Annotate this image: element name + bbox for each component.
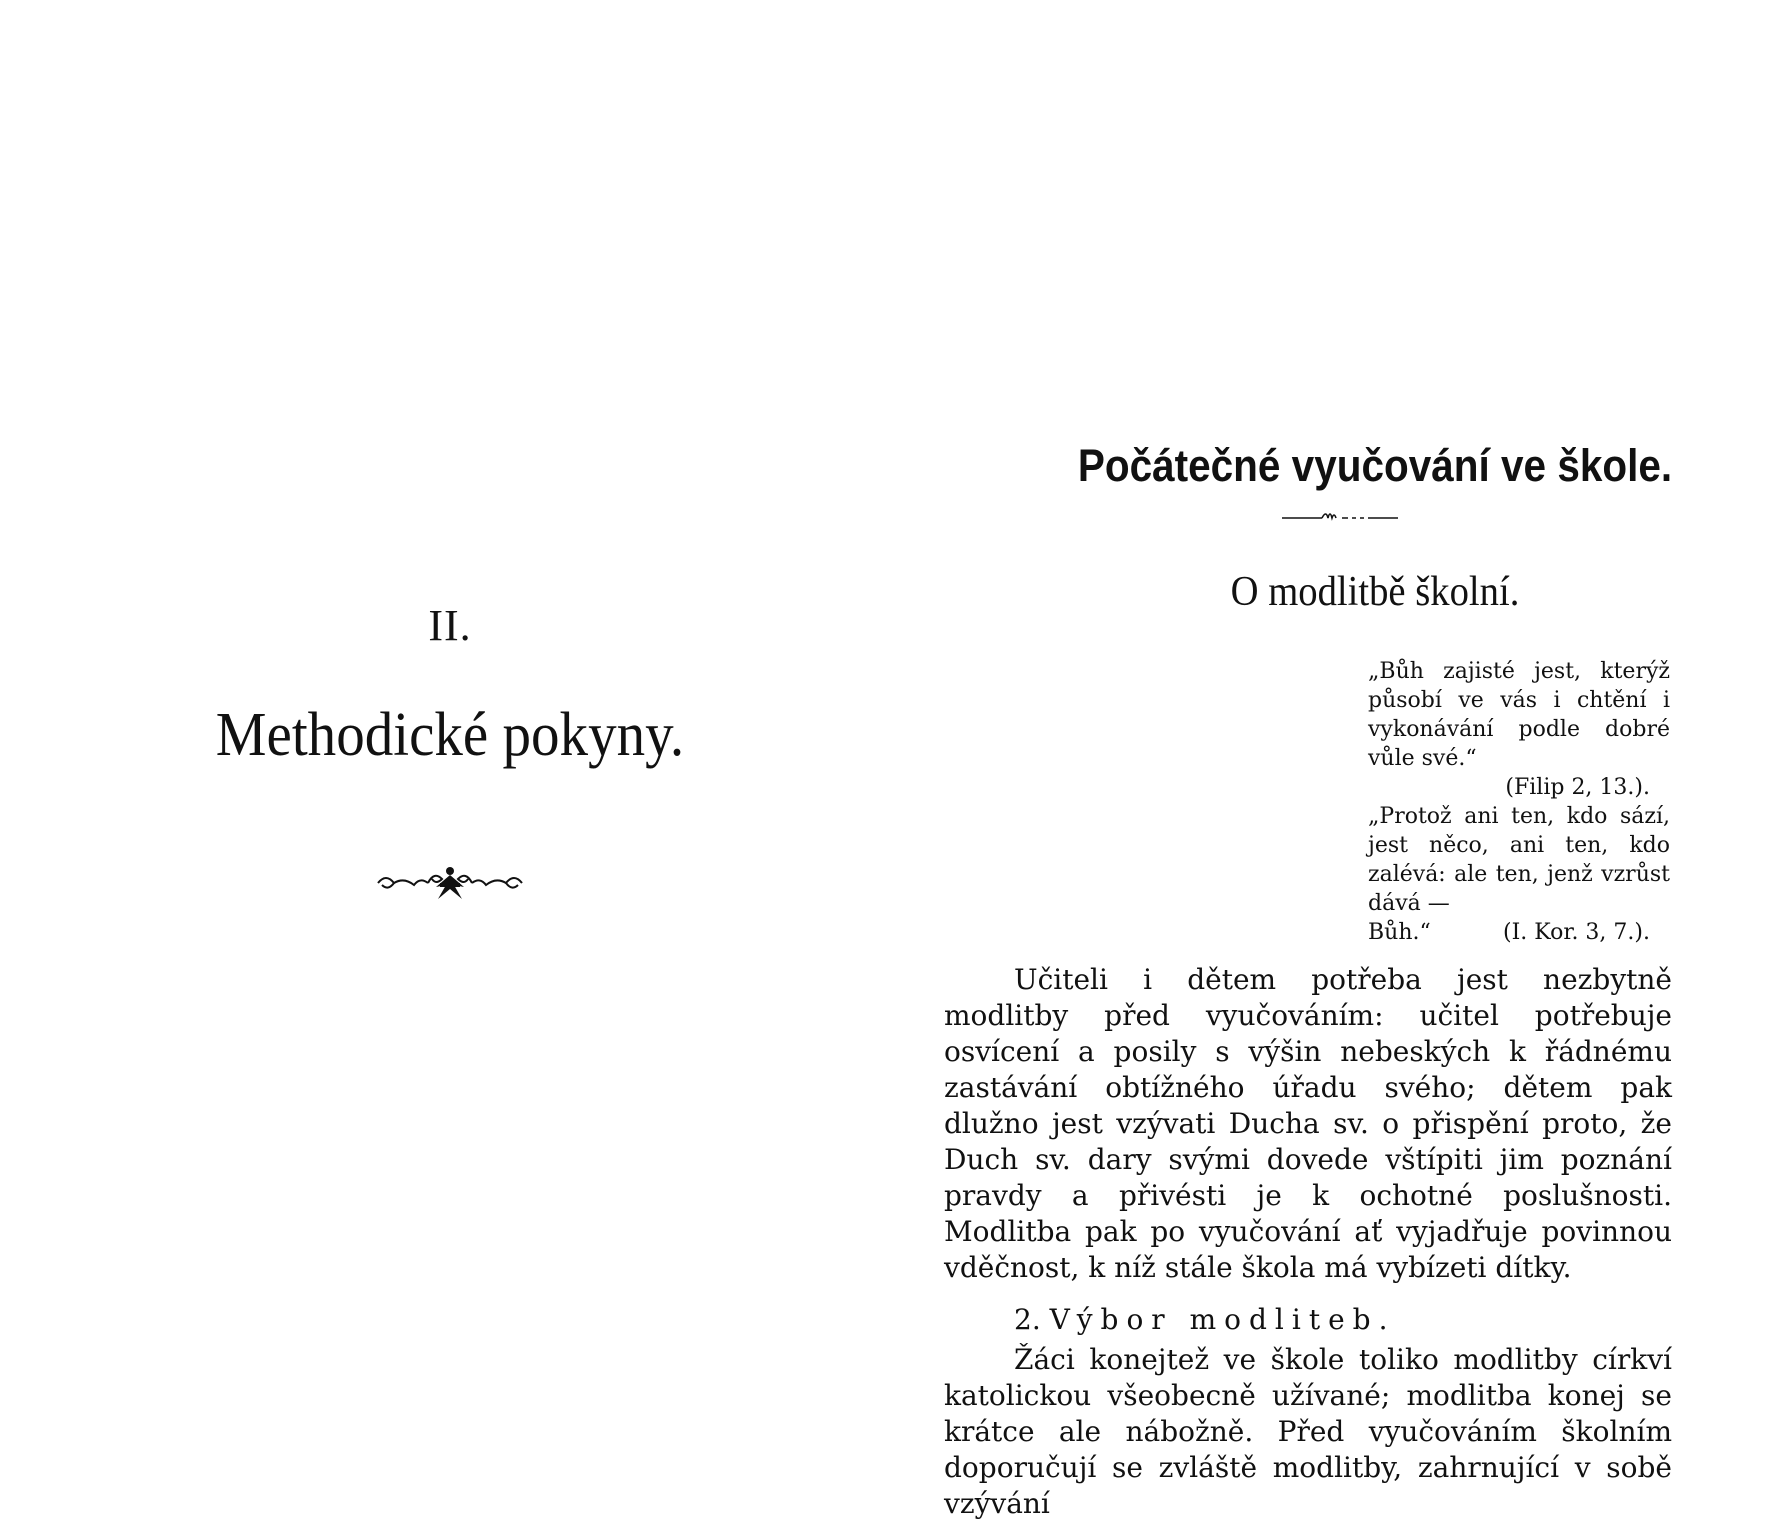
- chapter-heading: Počátečné vyučování ve škole.: [1077, 440, 1673, 491]
- section-title: Výbor modliteb.: [1049, 1303, 1396, 1336]
- decorative-ornament-icon: [370, 855, 530, 915]
- epigraph-2: [1368, 802, 1670, 947]
- epigraph-2-reference: (I. Kor. 3, 7.).: [1503, 920, 1650, 945]
- epigraph-2-last-word: Bůh.“: [1368, 920, 1431, 945]
- section-heading-2: [1014, 1302, 1395, 1338]
- section-number: 2.: [1014, 1303, 1041, 1336]
- right-page: [900, 0, 1790, 1520]
- epigraph-1: [1368, 657, 1670, 802]
- epigraph-2-last-line: [1368, 918, 1670, 947]
- part-number: II.: [428, 601, 472, 650]
- paragraph-2-text: Žáci konejtež ve škole toliko modlitby církví katolickou všeobecně užívané; modlitba konej se krátce ale nábožně. Před vyučováním školním doporučují se zvláště modlitby, zahrnující v sobě vzývání: [944, 1343, 1672, 1520]
- section-subheading: O modlitbě školní.: [1230, 569, 1520, 615]
- heading-divider: [1280, 508, 1400, 524]
- epigraph-1-text: „Bůh zajisté jest, kterýž působí ve vás i chtění i vykonávání podle dobré vůle své.“: [1368, 659, 1670, 771]
- part-title: Methodické pokyny.: [215, 701, 685, 769]
- left-page: [0, 0, 900, 1500]
- epigraph-1-reference: (Filip 2, 13.).: [1505, 775, 1650, 800]
- body-paragraph-2: [944, 1342, 1672, 1522]
- epigraph-2-text: „Protož ani ten, kdo sází, jest něco, ani ten, kdo zalévá: ale ten, jenž vzrůst dává —: [1368, 804, 1670, 916]
- paragraph-1-text: Učiteli i dětem potřeba jest nezbytně modlitby před vyučováním: učitel potřebuje osvícení a posily s výšin nebeských k řádnému zastávání obtížného úřadu svého; dětem pak dlužno jest vzývati Ducha sv. o přispění proto, že Duch sv. dary svými dovede vštípiti jim poznání pravdy a přivésti je k ochotné poslušnosti. Modlitba pak po vyučování ať vyjadřuje povinnou vděčnost, k níž stále škola má vybízeti dítky.: [944, 963, 1672, 1284]
- body-paragraph-1: [944, 962, 1672, 1286]
